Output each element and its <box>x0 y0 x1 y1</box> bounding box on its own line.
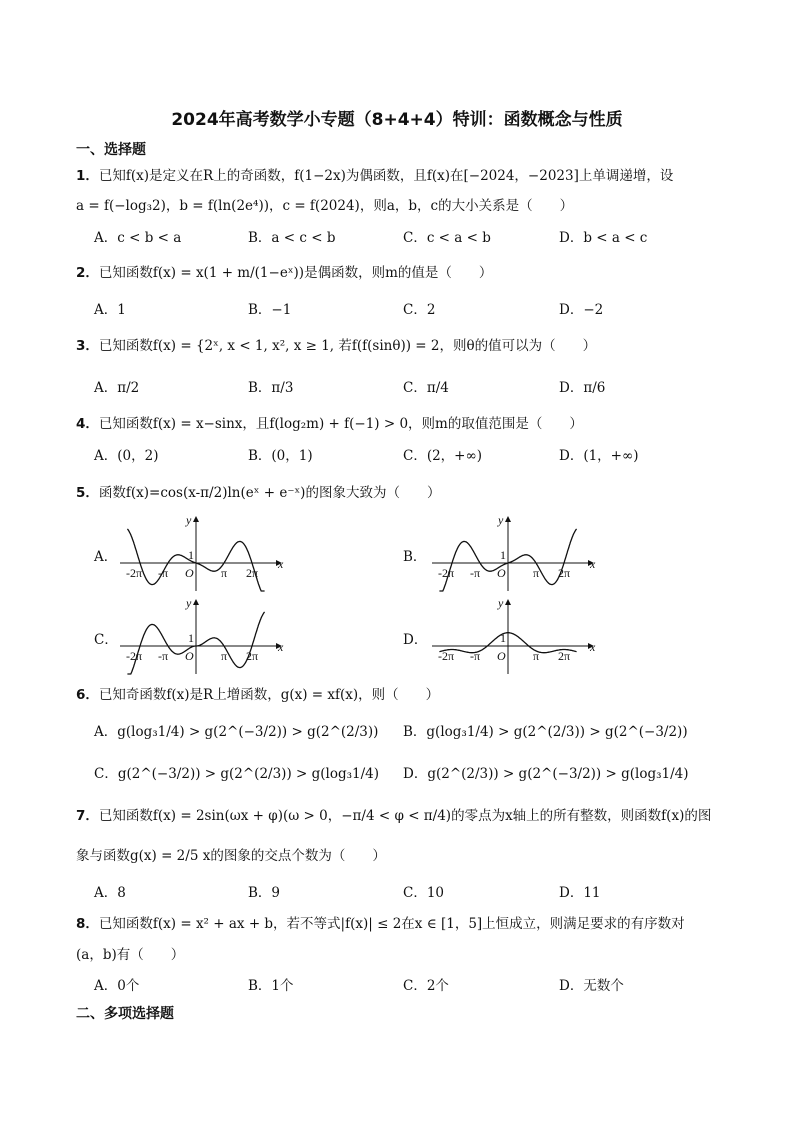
graph-option-a <box>116 513 286 593</box>
question-7-line-1: 7．已知函数f(x) = 2sin(ωx + φ)(ω > 0，−π/4 < φ < π/4)的零点为x轴上的所有整数，则函数f(x)的图 <box>76 808 712 824</box>
question-2-option-a[interactable]: A．1 <box>94 302 126 318</box>
tick-label-1: 1 <box>188 548 194 562</box>
y-axis-arrow <box>193 516 199 522</box>
question-8-option-a[interactable]: A．0个 <box>94 978 140 994</box>
y-axis-label: y <box>186 596 192 610</box>
question-6-option-d[interactable]: D．g(2^(2/3)) > g(2^(−3/2)) > g(log₃1/4) <box>403 766 689 782</box>
question-6-option-c[interactable]: C．g(2^(−3/2)) > g(2^(2/3)) > g(log₃1/4) <box>94 766 380 782</box>
tick-label-pi: π <box>221 649 228 663</box>
graph-option-b <box>428 513 598 593</box>
question-8-line-1: 8．已知函数f(x) = x² + ax + b，若不等式|f(x)| ≤ 2在x ∈ [1，5]上恒成立，则满足要求的有序数对 <box>76 916 685 932</box>
question-8-option-c[interactable]: C．2个 <box>403 978 449 994</box>
page-title: 2024年高考数学小专题（8+4+4）特训：函数概念与性质 <box>171 110 623 130</box>
question-1-option-c[interactable]: C．c < a < b <box>403 230 491 246</box>
tick-label-1: 1 <box>500 548 506 562</box>
tick-label-2pi: 2π <box>246 566 259 580</box>
question-4-option-d[interactable]: D．(1，+∞) <box>559 448 639 464</box>
question-7-option-c[interactable]: C．10 <box>403 885 445 901</box>
x-axis-label: x <box>278 640 284 654</box>
y-axis-label: y <box>498 596 504 610</box>
question-1-option-a[interactable]: A．c < b < a <box>94 230 182 246</box>
y-axis-arrow <box>193 599 199 605</box>
tick-label-pi: π <box>533 649 540 663</box>
question-2-option-b[interactable]: B．−1 <box>248 302 292 318</box>
section-heading-multi: 二、多项选择题 <box>76 1006 174 1022</box>
tick-label-neg-2pi: -2π <box>438 649 455 663</box>
question-3-option-b[interactable]: B．π/3 <box>248 380 294 396</box>
origin-label: O <box>185 649 194 663</box>
question-4-text: 4．已知函数f(x) = x−sinx，且f(log₂m) + f(−1) > 0，则m的取值范围是（ ） <box>76 416 583 432</box>
tick-label-2pi: 2π <box>558 566 571 580</box>
y-axis-label: y <box>186 513 192 527</box>
question-1-line-2: a = f(−log₃2)，b = f(ln(2e⁴))，c = f(2024)，则a，b，c的大小关系是（ ） <box>76 198 574 214</box>
question-1-option-b[interactable]: B．a < c < b <box>248 230 336 246</box>
question-3-option-c[interactable]: C．π/4 <box>403 380 449 396</box>
tick-label-neg-pi: -π <box>470 566 481 580</box>
tick-label-neg-2pi: -2π <box>438 566 455 580</box>
origin-label: O <box>185 566 194 580</box>
question-8-option-d[interactable]: D．无数个 <box>559 978 624 994</box>
question-2-text: 2．已知函数f(x) = x(1 + m/(1−eˣ))是偶函数，则m的值是（ ） <box>76 265 493 281</box>
graph-option-d <box>428 596 598 676</box>
tick-label-neg-2pi: -2π <box>126 566 143 580</box>
y-axis-arrow <box>505 516 511 522</box>
question-5-option-d[interactable]: D． <box>403 632 428 648</box>
question-8-line-2: (a，b)有（ ） <box>76 947 185 963</box>
tick-label-2pi: 2π <box>558 649 571 663</box>
x-axis-label: x <box>278 557 284 571</box>
question-6-option-b[interactable]: B．g(log₃1/4) > g(2^(2/3)) > g(2^(−3/2)) <box>403 724 688 740</box>
question-7-option-d[interactable]: D．11 <box>559 885 601 901</box>
graph-option-c <box>116 596 286 676</box>
question-7-option-b[interactable]: B．9 <box>248 885 281 901</box>
question-8-option-b[interactable]: B．1个 <box>248 978 294 994</box>
question-7-line-2: 象与函数g(x) = 2/5 x的图象的交点个数为（ ） <box>76 848 386 864</box>
question-5-option-c[interactable]: C． <box>94 632 118 648</box>
tick-label-1: 1 <box>500 631 506 645</box>
question-1-option-d[interactable]: D．b < a < c <box>559 230 648 246</box>
tick-label-pi: π <box>221 566 228 580</box>
y-axis-arrow <box>505 599 511 605</box>
question-7-option-a[interactable]: A．8 <box>94 885 126 901</box>
question-1-line-1: 1．已知f(x)是定义在R上的奇函数，f(1−2x)为偶函数，且f(x)在[−2024，−2023]上单调递增，设 <box>76 168 674 184</box>
origin-label: O <box>497 649 506 663</box>
section-heading-choice: 一、选择题 <box>76 142 146 158</box>
question-3-option-a[interactable]: A．π/2 <box>94 380 140 396</box>
question-2-option-c[interactable]: C．2 <box>403 302 436 318</box>
tick-label-neg-pi: -π <box>470 649 481 663</box>
tick-label-neg-pi: -π <box>158 649 169 663</box>
origin-label: O <box>497 566 506 580</box>
x-axis-label: x <box>590 640 596 654</box>
tick-label-1: 1 <box>188 631 194 645</box>
question-5-text: 5．函数f(x)=cos(x-π/2)ln(eˣ + e⁻ˣ)的图象大致为（ ） <box>76 485 441 501</box>
question-4-option-c[interactable]: C．(2，+∞) <box>403 448 483 464</box>
question-3-option-d[interactable]: D．π/6 <box>559 380 606 396</box>
question-5-option-a[interactable]: A． <box>94 549 118 565</box>
x-axis-label: x <box>590 557 596 571</box>
y-axis-label: y <box>498 513 504 527</box>
tick-label-pi: π <box>533 566 540 580</box>
question-6-text: 6．已知奇函数f(x)是R上增函数，g(x) = xf(x)，则（ ） <box>76 687 440 703</box>
tick-label-neg-2pi: -2π <box>126 649 143 663</box>
question-6-option-a[interactable]: A．g(log₃1/4) > g(2^(−3/2)) > g(2^(2/3)) <box>94 724 379 740</box>
question-4-option-b[interactable]: B．(0，1) <box>248 448 313 464</box>
question-3-text: 3．已知函数f(x) = {2ˣ, x < 1, x², x ≥ 1, 若f(f(sinθ)) = 2，则θ的值可以为（ ） <box>76 338 597 354</box>
tick-label-neg-pi: -π <box>158 566 169 580</box>
question-4-option-a[interactable]: A．(0，2) <box>94 448 159 464</box>
question-2-option-d[interactable]: D．−2 <box>559 302 604 318</box>
tick-label-2pi: 2π <box>246 649 259 663</box>
question-5-option-b[interactable]: B． <box>403 549 427 565</box>
